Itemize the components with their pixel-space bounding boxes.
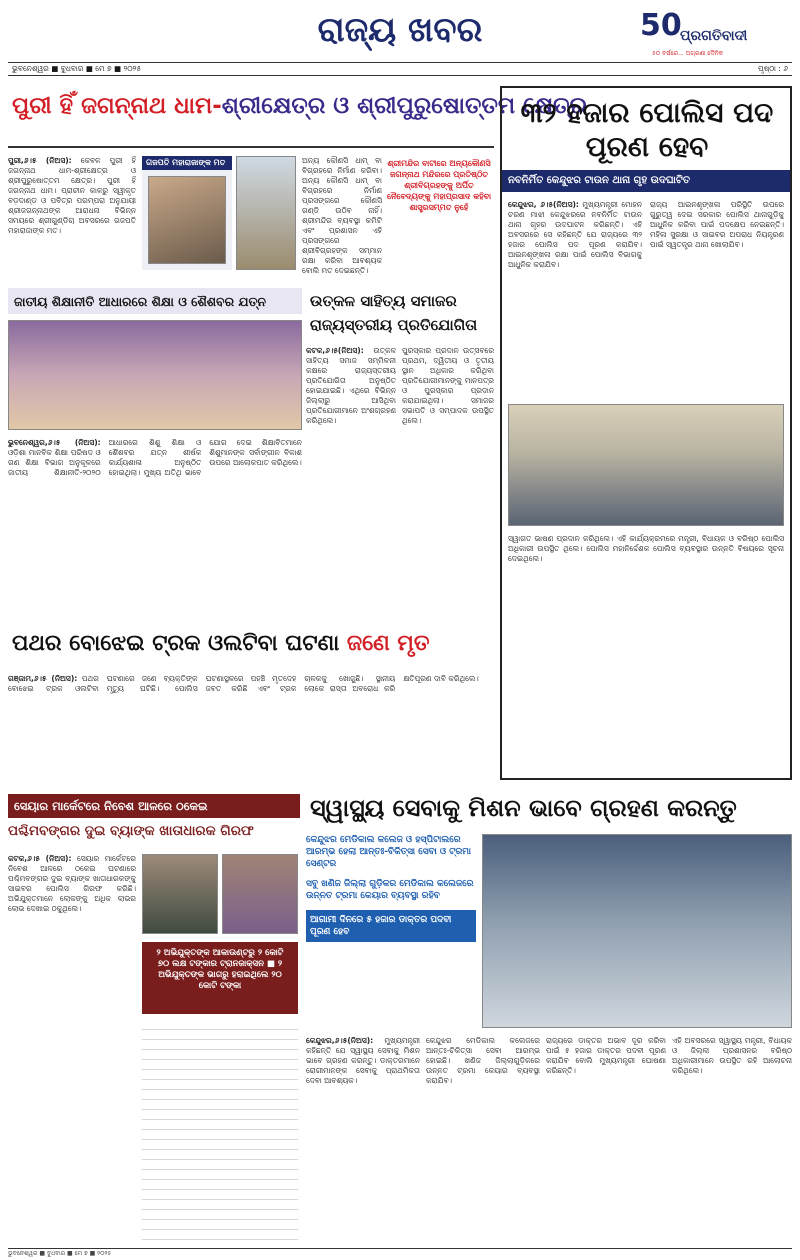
sahitya-body-col1-text: ଉତ୍କଳ ସାହିତ୍ୟ ସମାଜ ସମ୍ମିଳନୀ କକ୍ଷରେ ରାଜ୍ୟସ୍ତରୀୟ ପ୍ରତିଯୋଗିତା ଅନୁଷ୍ଠିତ ହୋଇଯାଇଛି। ଏଥିରେ ବିଭିନ୍ନ ଜିଲ୍ଲାରୁ ଆସିଥିବା ପ୍ରତିଯୋଗୀମାନେ ଅଂଶଗ୍ରହଣ କରିଥିଲେ। [306,346,396,425]
health-dateline: କେନ୍ଦୁଝର,୬।୫(ନିଅସ): [306,1036,374,1045]
share-body-col1 [8,854,136,1242]
puri-body-col1 [8,156,136,276]
puri-body-col2: ଅନ୍ୟ କୌଣସି ଧାମ୍ ବା ବିଗ୍ରହରେ ନିର୍ମାଣ କରିବା। ଅନ୍ୟ କୌଣସି ଧାମ୍ ବା ବିଗ୍ରହରେ ନିର୍ମାଣ ପ୍ରସଙ୍ଗରେ କୌଣସି ଗଣ୍ଡି ଉଠିବ ନାହିଁ। ଶ୍ରୀମନ୍ଦିର ବ୍ୟବସ୍ଥା କମିଟି ଏବଂ ପ୍ରଶାସନ ଏହି ପ୍ରସଙ୍ଗରେ ଶ୍ରୀବିଗ୍ରହଙ୍କ ସମ୍ମାନ ରକ୍ଷା କରିବା ଆବଶ୍ୟକ ବୋଲି ମତ ଦେଇଛନ୍ତି। [302,156,382,275]
sahitya-dateline: କଟକ,୬।୫(ନିଅସ): [306,346,364,355]
truck-headline-part1: ପଥର ବୋଝେଇ ଟ୍ରକ ଓଲଟିବା ଘଟଣା [12,631,340,656]
sahitya-body-col1 [306,346,396,618]
temple-photo [236,156,296,270]
footer-registration: ଭୁବନେଶ୍ୱର ■ ବୁଧବାର ■ ମେ ୭ ■ ୨୦୨୫ [8,1250,112,1257]
police-body-col2: ରାଜ୍ୟ ଆଇନଶୃଙ୍ଖଳା ପରିସ୍ଥିତି ଉପରେ ଗୁରୁତ୍ୱ ଦେଇ ସରକାର ପୋଲିସ ଥାନାଗୁଡ଼ିକୁ ଆଧୁନିକ କରିବା ପାଇଁ ପଦକ୍ଷେପ ନେଇଛନ୍ତି। ମହିଳା ସୁରକ୍ଷା ଓ ସାଇବର ଅପରାଧ ନିୟନ୍ତ୍ରଣ ପାଇଁ ସ୍ୱତନ୍ତ୍ର ଥାନା ଖୋଲାଯିବ। [650,200,784,249]
police-body-col1 [508,200,642,396]
education-headline: ଜାତୀୟ ଶିକ୍ଷାନୀତି ଆଧାରରେ ଶିକ୍ଷା ଓ ଶୈଶବର ଯତ୍ନ [8,288,302,314]
health-bullet-2: ସବୁ ଖଣିଜ ଜିଲ୍ଲା ଗୁଡ଼ିକର ମେଡିକାଲ କଲେଜରେ ଉନ୍ନତ ଟ୍ରମା କେୟାର ବ୍ୟବସ୍ଥା ରହିବ [306,879,474,901]
police-subheadline: ନବନିର୍ମିତ କେନ୍ଦୁଝର ଟାଉନ ଥାନା ଗୃହ ଉଦଘାଟିତ [502,170,790,192]
puri-body-col1-text: କେବଳ ପୁରୀ ହିଁ ଜଗନ୍ନାଥ ଧାମ-ଶ୍ରୀକ୍ଷେତ୍ର ଓ ଶ୍ରୀପୁରୁଷୋତ୍ତମ କ୍ଷେତ୍ର। ପୁରୀ ହିଁ ଜଗନ୍ନାଥ ଧାମ। ପ୍ରାଚୀନ କାଳରୁ ସ୍ୱୀକୃତ ବଡ଼ଦାଣ୍ଡ ଓ ପବିତ୍ର ପରମ୍ପରା ଅନୁଯାୟୀ ଶ୍ରୀଜଗନ୍ନାଥଙ୍କ ଆରାଧନା ବିଭିନ୍ନ ସମୟରେ ଶ୍ରୀଗୁଣ୍ଡିଚା ଅବସରରେ ଗଜପତି ମହାରାଜାଙ୍କ ମତ। [8,156,136,235]
police-body-col3: ସ୍ୱାଗତ ଭାଷଣ ପ୍ରଦାନ କରିଥିଲେ। ଏହି କାର୍ଯ୍ୟକ୍ରମରେ ମନ୍ତ୍ରୀ, ବିଧାୟକ ଓ ବରିଷ୍ଠ ପୋଲିସ ଅଧିକାରୀ ଉପସ୍ଥିତ ଥିଲେ। ପୋଲିସ ମହାନିର୍ଦ୍ଦେଶକ ପୋଲିସ ବ୍ୟବସ୍ଥାର ଉନ୍ନତି ବିଷୟରେ ସୂଚନା ଦେଇଥିଲେ। [508,534,784,563]
health-body-col4: ଏହି ଅବସରରେ ସ୍ୱାସ୍ଥ୍ୟ ମନ୍ତ୍ରୀ, ବିଧାୟକ ଓ ଜିଲ୍ଲା ପ୍ରଶାସନର ବରିଷ୍ଠ ଅଧିକାରୀମାନେ ଉପସ୍ଥିତ ରହି ଆଲୋଚନା କରିଥିଲେ। [672,1036,792,1075]
brand-tagline: ୫୦ ବର୍ଷରେ... ଅଗ୍ରଣୀ ଦୈନିକ [652,50,724,57]
sahitya-body-col2: ପୁରସ୍କାର ପ୍ରଦାନ ଉତ୍ସବରେ ପ୍ରଥମ, ଦ୍ୱିତୀୟ ଓ ତୃତୀୟ ସ୍ଥାନ ଅଧିକାର କରିଥିବା ପ୍ରତିଯୋଗୀମାନଙ୍କୁ ମାନପତ୍ର ଓ ପୁରସ୍କାର ପ୍ରଦାନ କରାଯାଇଥିଲା। ସମାଜର ସଭାପତି ଓ ସମ୍ପାଦକ ଉପସ୍ଥିତ ଥିଲେ। [402,346,494,425]
health-bullets [306,834,476,1028]
footer [8,1248,792,1258]
share-fact-box: ୨ ଅଭିଯୁକ୍ତଙ୍କ ଆକାଉଣ୍ଟରୁ ୨ କୋଟି ୭୦ ଲକ୍ଷ ଟଙ୍କାର ଟ୍ରାନଜାକ୍ସନ ■ ୨ ଅଭିଯୁକ୍ତଙ୍କ ଭାଗରୁ ହରାଇଥିଲେ ୨୦ କୋଟି ଟଙ୍କା [142,942,298,1014]
police-dateline: କେନ୍ଦୁଝର, ୬।୫(ନିଅସ): [508,200,579,209]
story-police [500,86,792,780]
puri-dateline: ପୁରୀ,୬।୫ (ନିଅସ): [8,156,72,165]
health-body-col2: କେନ୍ଦୁଝର ମେଡିକାଲ କଲେଜରେ ଆନ୍ତଃ-ଚିକିତ୍ସା ସେବା ଆରମ୍ଭ ହୋଇଛି। ଖଣିଜ ଜିଲ୍ଲାଗୁଡ଼ିକରେ ଉନ୍ନତ ଟ୍ରମା କେୟାର ବ୍ୟବସ୍ଥା କରାଯିବ। [426,1036,540,1085]
story-sahitya [306,286,494,622]
dateline: ଭୁବନେଶ୍ୱର ■ ବୁଧବାର ■ ମେ ୭ ■ ୨୦୨୫ [12,64,142,73]
health-body-col3: ରାଜ୍ୟରେ ଡାକ୍ତର ଅଭାବ ଦୂର କରିବା ପାଇଁ ୫ ହଜାର ଡାକ୍ତର ପଦବୀ ପୂରଣ କରାଯିବ ବୋଲି ମୁଖ୍ୟମନ୍ତ୍ରୀ ଘୋଷଣା କରିଛନ୍ତି। [546,1036,666,1075]
puri-headline-part1: ପୁରୀ ହିଁ ଜଗନ୍ନାଥ ଧାମ- [12,93,222,119]
story-education [8,286,302,622]
education-body [8,438,302,618]
sahitya-headline-line2: ରାଜ୍ୟସ୍ତରୀୟ ପ୍ରତିଯୋଗିତା [310,316,478,334]
truck-body-text: ପଥର ବୋଝେଇ ଟ୍ରକ ଓଲଟିବା ଘଟଣାରେ ଜଣେ ବ୍ୟକ୍ତିଙ୍କ ମୃତ୍ୟୁ ଘଟିଛି। ପୋଲିସ ଘଟଣାସ୍ଥଳରେ ପହଞ୍ଚି ମୃତଦେହ ଜବତ କରିଛି ଏବଂ ଟ୍ରକ ଚାଳକକୁ ଖୋଜୁଛି। ସ୍ଥାନୀୟ ଲୋକେ ରାସ୍ତା ଅବରୋଧ କରି କ୍ଷତିପୂରଣ ଦାବି କରିଥିଲେ। [8,674,479,693]
brand-logo [640,8,790,64]
police-inauguration-photo [508,404,784,526]
page-label: ପୃଷ୍ଠା : ୬ [758,64,788,73]
puri-pullquote: ଶ୍ରୀମନ୍ଦିର ବାଟୀରେ ଅନ୍ୟକୌଣସି ଜଗନ୍ନାଥ ମନ୍ଦିରରେ ପ୍ରତିଷ୍ଠିତ ଶ୍ରୀବିଗ୍ରହଙ୍କୁ ଅର୍ପିତ ନୈବେଦ୍ୟଙ୍କୁ ମହାପ୍ରସାଦ କହିବା ଶାସ୍ତ୍ରସମ୍ମତ ନୁହେଁ [386,159,492,212]
brand-name: ପ୍ରଗତିବାଦୀ [680,28,748,44]
truck-headline-part2: ଜଣେ ମୃତ [346,631,430,656]
accused-photo-1 [142,854,218,934]
health-event-photo [482,834,792,1028]
health-body-col1 [306,1036,420,1242]
puri-inset [142,156,232,270]
education-dateline: ଭୁବନେଶ୍ୱର,୬।୫ (ନିଅସ): [8,438,101,447]
brand-years: 50 [640,8,682,43]
education-event-photo [8,320,302,430]
health-bullet-1: କେନ୍ଦୁଝର ମେଡିକାଲ କଲେଜ ଓ ହସ୍ପିଟାଲରେ ଆରମ୍ଭ ହେଲା ଆନ୍ତଃ-ବିକିତ୍ସା ସେବା ଓ ଟ୍ରମା ସେଣ୍ଟର [306,835,472,869]
puri-headline-part2: ଶ୍ରୀକ୍ଷେତ୍ର ଓ ଶ୍ରୀପୁରୁଷୋତ୍ତମ କ୍ଷେତ୍ର [221,93,587,119]
health-bullet-3: ଆଗାମୀ ଦିନରେ ୫ ହଜାର ଡାକ୍ତର ପଦବୀ ପୂରଣ ହେବ [306,910,476,942]
puri-inset-label: ଗଜପତି ମହାରାଜାଙ୍କ ମତ [142,156,232,170]
share-headline-line2: ପଶ୍ଚିମବଙ୍ଗର ଦୁଇ ବ୍ୟାଙ୍କ ଖାତାଧାରକ ଗିରଫ [8,823,254,839]
accused-photo-2 [222,854,298,934]
dateline-bar [8,62,792,76]
share-body-text: ସେୟାର ମାର୍କେଟରେ ନିବେଶ ଆଳରେ ଠକେଇ ଘଟଣାରେ ପଶ୍ଚିମବଙ୍ଗର ଦୁଇ ବ୍ୟାଙ୍କ ଖାତାଧାରକଙ୍କୁ ସାଇବର ପୋଲିସ ଗିରଫ କରିଛି। ଅଭିଯୁକ୍ତମାନେ ଲୋକଙ୍କୁ ଅଧିକ ଲାଭର ଲୋଭ ଦେଖାଇ ଠକୁଥିଲେ। [8,854,136,913]
gajapati-photo [148,176,226,264]
masthead [0,0,800,78]
education-body-text: ଓଡ଼ିଶା ମାନବିକ ଶିକ୍ଷା ପରିଷଦ ଓ ଗଣ ଶିକ୍ଷା ବିଭାଗ ଅନୁକୂଳରେ ଜାତୀୟ ଶିକ୍ଷାନୀତି-୨୦୨୦ ଆଧାରରେ ଶିଶୁ ଶିକ୍ଷା ଓ ଶୈଶବର ଯତ୍ନ ଶୀର୍ଷକ କାର୍ଯ୍ୟଶାଳା ଅନୁଷ୍ଠିତ ହୋଇଥିଲା। ମୁଖ୍ୟ ଅତିଥି ଭାବେ ଯୋଗ ଦେଇ ଶିକ୍ଷାବିତମାନେ ଶିଶୁମାନଙ୍କ ସର୍ବାଙ୍ଗୀନ ବିକାଶ ଉପରେ ଆଲୋକପାତ କରିଥିଲେ। [8,438,302,477]
section-title: ରାଜ୍ୟ ଖବର [317,10,483,50]
truck-body [8,674,494,778]
truck-dateline: ଗଞ୍ଜାମ,୬।୫ (ନିଅସ): [8,674,78,683]
story-health [306,790,792,1246]
share-dateline: କଟକ,୬।୫ (ନିଅସ): [8,854,72,863]
health-headline: ସ୍ୱାସ୍ଥ୍ୟ ସେବାକୁ ମିଶନ ଭାବେ ଗ୍ରହଣ କରନ୍ତୁ [310,794,737,822]
share-body-col2 [142,1022,298,1242]
share-headline-line1: ସେୟାର ମାର୍କେଟରେ ନିବେଶ ଆଳରେ ଠକେଇ [8,794,300,818]
story-truck [8,628,494,780]
puri-headline [12,93,587,119]
truck-headline [12,632,492,655]
police-body-col1-text: ମୁଖ୍ୟମନ୍ତ୍ରୀ ମୋହନ ଚରଣ ମାଝୀ କେନ୍ଦୁଝରରେ ନବନିର୍ମିତ ଟାଉନ ଥାନା ଗୃହର ଉଦଘାଟନ କରିଛନ୍ତି। ଏହି ଅବସରରେ ସେ କହିଛନ୍ତି ଯେ ରାଜ୍ୟରେ ୩୨ ହଜାର ପୋଲିସ ପଦ ପୂରଣ କରାଯିବ। ଆଇନଶୃଙ୍ଖଳା ରକ୍ଷା ପାଇଁ ପୋଲିସ ବିଭାଗକୁ ଆଧୁନିକ କରାଯିବ। [508,200,642,269]
sahitya-headline-line1: ଉତ୍କଳ ସାହିତ୍ୟ ସମାଜର [310,292,457,310]
police-headline: ୩୨ ହଜାର ପୋଲିସ ପଦ ପୂରଣ ହେବ [520,96,774,163]
health-body-col1-text: ମୁଖ୍ୟମନ୍ତ୍ରୀ କହିଛନ୍ତି ଯେ ସ୍ୱାସ୍ଥ୍ୟ ସେବାକୁ ମିଶନ ଭାବେ ଗ୍ରହଣ କରନ୍ତୁ। ଡାକ୍ତରମାନେ ରୋଗୀମାନଙ୍କ ସେବାକୁ ପ୍ରାଥମିକତା ଦେବା ଆବଶ୍ୟକ। [306,1036,420,1085]
story-share [8,790,300,1246]
